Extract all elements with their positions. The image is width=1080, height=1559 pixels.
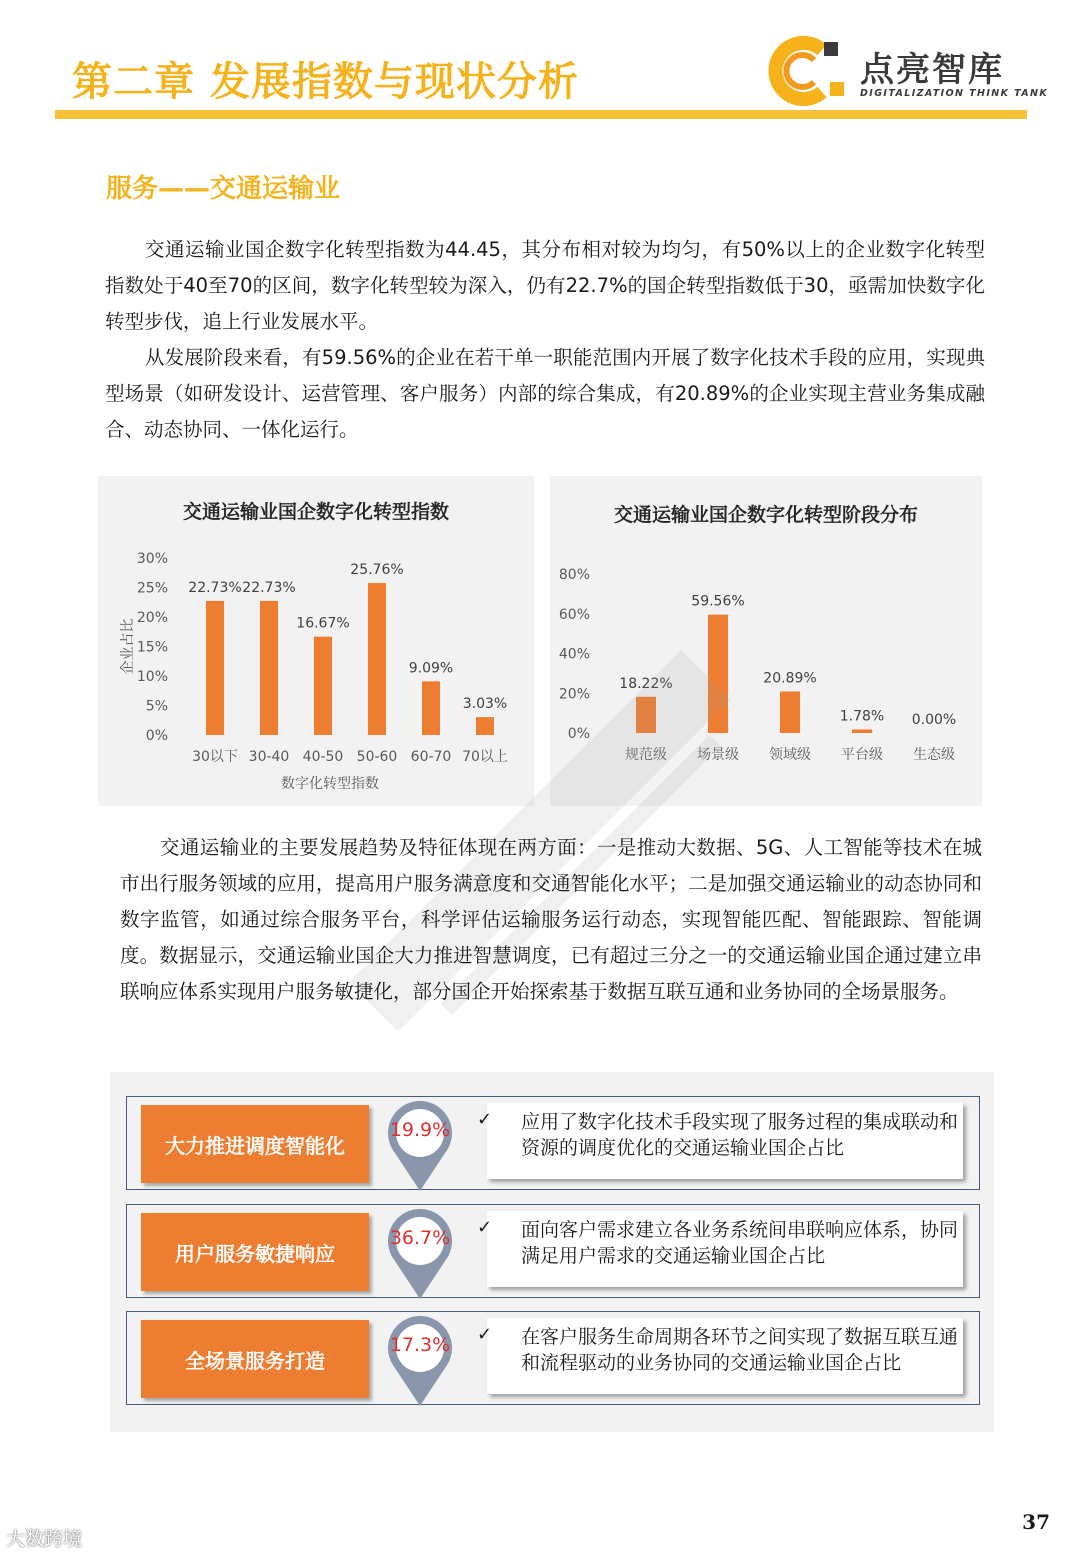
y-tick-label: 5%: [145, 698, 168, 715]
data-label: 25.76%: [350, 562, 404, 579]
x-tick-label: 70以上: [462, 749, 508, 765]
x-axis-label: 数字化转型指数: [281, 776, 379, 792]
x-tick-label: 规范级: [625, 747, 667, 763]
y-tick-label: 0%: [145, 728, 168, 744]
data-label: 0.00%: [911, 712, 957, 728]
data-label: 9.09%: [408, 660, 454, 677]
x-tick-label: 平台级: [841, 747, 883, 763]
y-tick-label: 15%: [136, 639, 168, 656]
feature-row: [126, 1204, 980, 1298]
brand-logo: [762, 36, 1049, 106]
chart-bar: [368, 583, 386, 735]
feature-panel: [110, 1072, 994, 1432]
data-label: 1.78%: [839, 708, 885, 725]
data-label: 22.73%: [242, 579, 296, 596]
feature-description: 在客户服务生命周期各环节之间实现了数据互联互通和流程驱动的业务协同的交通运输业国企占比: [521, 1326, 959, 1374]
feature-label: 用户服务敏捷响应: [141, 1213, 369, 1291]
location-pin-icon: [381, 1205, 459, 1301]
chart-bar: [708, 615, 728, 733]
data-label: 20.89%: [763, 670, 817, 687]
chart-bar: [852, 729, 872, 733]
chart-title: 交通运输业国企数字化转型指数: [182, 501, 450, 523]
y-tick-label: 80%: [558, 567, 590, 583]
data-label: 3.03%: [462, 696, 508, 713]
feature-value: 19.9%: [389, 1119, 451, 1141]
feature-value: 36.7%: [389, 1227, 451, 1249]
x-tick-label: 生态级: [913, 747, 955, 763]
data-label: 22.73%: [188, 579, 242, 596]
logo-text-en: DIGITALIZATION THINK TANK: [860, 88, 1049, 99]
x-tick-label: 领域级: [769, 747, 811, 763]
chart-bar: [314, 637, 332, 735]
feature-label: 大力推进调度智能化: [141, 1105, 369, 1183]
y-axis-label: 企业占比: [120, 618, 136, 675]
data-label: 16.67%: [296, 615, 350, 632]
chart-bar: [780, 691, 800, 733]
chart-stage-svg: [550, 476, 982, 806]
y-tick-label: 10%: [136, 669, 168, 685]
x-tick-label: 30以下: [192, 749, 238, 765]
feature-row: [126, 1096, 980, 1190]
chart-stage-distribution: [550, 476, 982, 806]
feature-description: 应用了数字化技术手段实现了服务过程的集成联动和资源的调度优化的交通运输业国企占比: [521, 1111, 959, 1159]
x-tick-label: 40-50: [302, 749, 344, 765]
y-tick-label: 0%: [567, 726, 590, 742]
paragraph-stage-summary: 从发展阶段来看，有59.56%的企业在若干单一职能范围内开展了数字化技术手段的应用，实现典型场景（如研发设计、运营管理、客户服务）内部的综合集成，有20.89%的企业实现主营业务集成融合、动态协同、一体化运行。: [105, 346, 985, 441]
paragraph-trends: 交通运输业的主要发展趋势及特征体现在两方面：一是推动大数据、5G、人工智能等技术在城市出行服务领域的应用，提高用户服务满意度和交通智能化水平；二是加强交通运输业的动态协同和数字监管，如通过综合服务平台，科学评估运输服务运行动态，实现智能匹配、智能跟踪、智能调度。数据显示，交通运输业国企大力推进智慧调度，已有超过三分之一的交通运输业国企通过建立串联响应体系实现用户服务敏捷化，部分国企开始探索基于数据互联互通和业务协同的全场景服务。: [120, 836, 982, 1003]
check-icon: ✓: [477, 1324, 493, 1345]
chart-bar: [422, 681, 440, 735]
page-number: 37: [1022, 1510, 1050, 1534]
location-pin-icon: [381, 1312, 459, 1408]
y-tick-label: 30%: [136, 551, 168, 567]
y-tick-label: 60%: [558, 606, 590, 623]
check-icon: ✓: [477, 1109, 493, 1130]
x-tick-label: 场景级: [697, 747, 739, 763]
chart-bar: [636, 697, 656, 733]
data-label: 18.22%: [619, 675, 673, 692]
chart-bar: [476, 717, 494, 735]
check-icon: ✓: [477, 1217, 493, 1238]
y-tick-label: 20%: [558, 686, 590, 703]
data-label: 59.56%: [691, 593, 745, 610]
paragraph-index-summary: 交通运输业国企数字化转型指数为44.45，其分布相对较为均匀，有50%以上的企业数字化转型指数处于40至70的区间，数字化转型较为深入，仍有22.7%的国企转型指数低于30，亟需加快数字化转型步伐，追上行业发展水平。: [105, 238, 985, 333]
logo-c-icon: [762, 36, 854, 106]
x-tick-label: 60-70: [410, 749, 452, 765]
chapter-title: 第二章 发展指数与现状分析: [72, 59, 579, 105]
x-tick-label: 50-60: [356, 749, 398, 765]
section-title: 服务——交通运输业: [106, 174, 341, 204]
y-tick-label: 40%: [558, 646, 590, 663]
y-tick-label: 20%: [136, 610, 168, 626]
chart-index-distribution: [98, 476, 534, 806]
location-pin-icon: [381, 1097, 459, 1193]
feature-value: 17.3%: [389, 1334, 451, 1356]
feature-row: [126, 1311, 980, 1405]
feature-label: 全场景服务打造: [141, 1320, 369, 1398]
header-divider: [55, 110, 1027, 119]
chart-bar: [206, 601, 224, 735]
source-watermark: 大数跨境: [6, 1528, 83, 1550]
y-tick-label: 25%: [136, 580, 168, 597]
chart-index-svg: [98, 476, 534, 806]
logo-text-cn: 点亮智库: [860, 50, 1004, 90]
chart-title: 交通运输业国企数字化转型阶段分布: [613, 504, 919, 526]
feature-description: 面向客户需求建立各业务系统间串联响应体系，协同满足用户需求的交通运输业国企占比: [521, 1219, 959, 1267]
x-tick-label: 30-40: [248, 749, 290, 765]
chart-bar: [260, 601, 278, 735]
